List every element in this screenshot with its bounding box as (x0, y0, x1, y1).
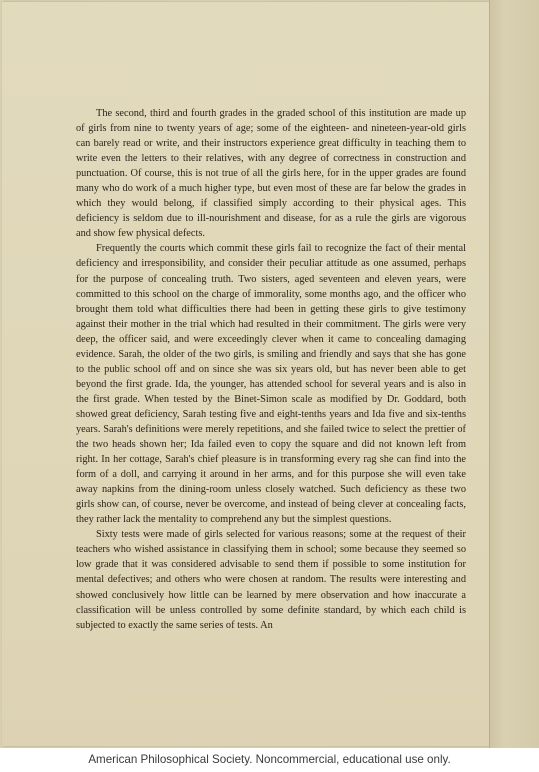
paragraph-2: Frequently the courts which commit these girls fail to recognize the fact of their mental deficiency and irresponsibility, and consider their peculiar attitude as one assumed, perhaps for the purpose of concealing truth. Two sisters, aged seventeen and eleven years, were committed to this school on the charge of immorality, some months ago, and the officer who brought them told what difficulties there had been in getting these girls to give testimony against their mother in the trial which had resulted in their commitment. The girls were very deep, the officer said, and were exceedingly clever when it came to concealing damaging evidence. Sarah, the older of the two girls, is smiling and friendly and says that she has gone to the public school off and on since she was six years old, but has never been able to get beyond the first grade. Ida, the younger, has attended school for several years and is also in the first grade. When tested by the Binet-Simon scale as modified by Dr. Goddard, both showed great deficiency, Sarah testing five and eight-tenths years and Ida five and six-tenths years. Sarah's definitions were merely repetitions, and she failed twice to select the prettier of the two heads shown her; Ida failed even to copy the square and did not known left from right. In her cottage, Sarah's chief pleasure is in transforming every rag she can find into the form of a doll, and carrying it around in her arms, and for this purpose she will even take away napkins from the dining-room unless closely watched. Such deficiency as these two girls show can, of course, never be overcome, and instead of being clever at concealing facts, they rather lack the mentality to comprehend any but the simplest questions. (76, 243, 466, 526)
paragraph-1: The second, third and fourth grades in the graded school of this institution are made up of girls from nine to twenty years of age; some of the eighteen- and nineteen-year-old girls can barely read or write, and their instructors experience great difficulty in teaching them to write even the letters to their relatives, with any degree of correctness in construction and punctuation. Of course, this is not true of all the girls here, for in the upper grades are found many who do work of a much higher type, but even most of these are far below the grades in which they would belong, if classified simply according to their physical ages. This deficiency is seldom due to ill-nourishment and disease, for as a rule the girls are vigorous and show few physical defects. (76, 108, 466, 240)
body-text (76, 106, 466, 633)
document-page (2, 2, 490, 746)
copyright-footer: American Philosophical Society. Noncommercial, educational use only. (88, 753, 451, 766)
next-page-edge (490, 0, 539, 748)
paragraph-3: Sixty tests were made of girls selected for various reasons; some at the request of their teachers who wished assistance in classifying them in school; some because they seemed so low grade that it was considered advisable to send them if possible to some institution for mental defectives; and others who were chosen at random. The results were interesting and showed conclusively how little can be learned by mere observation and how inaccurate a classification will be unless controlled by some definite standard, by which each child is subjected to exactly the same series of tests. An (76, 529, 466, 631)
